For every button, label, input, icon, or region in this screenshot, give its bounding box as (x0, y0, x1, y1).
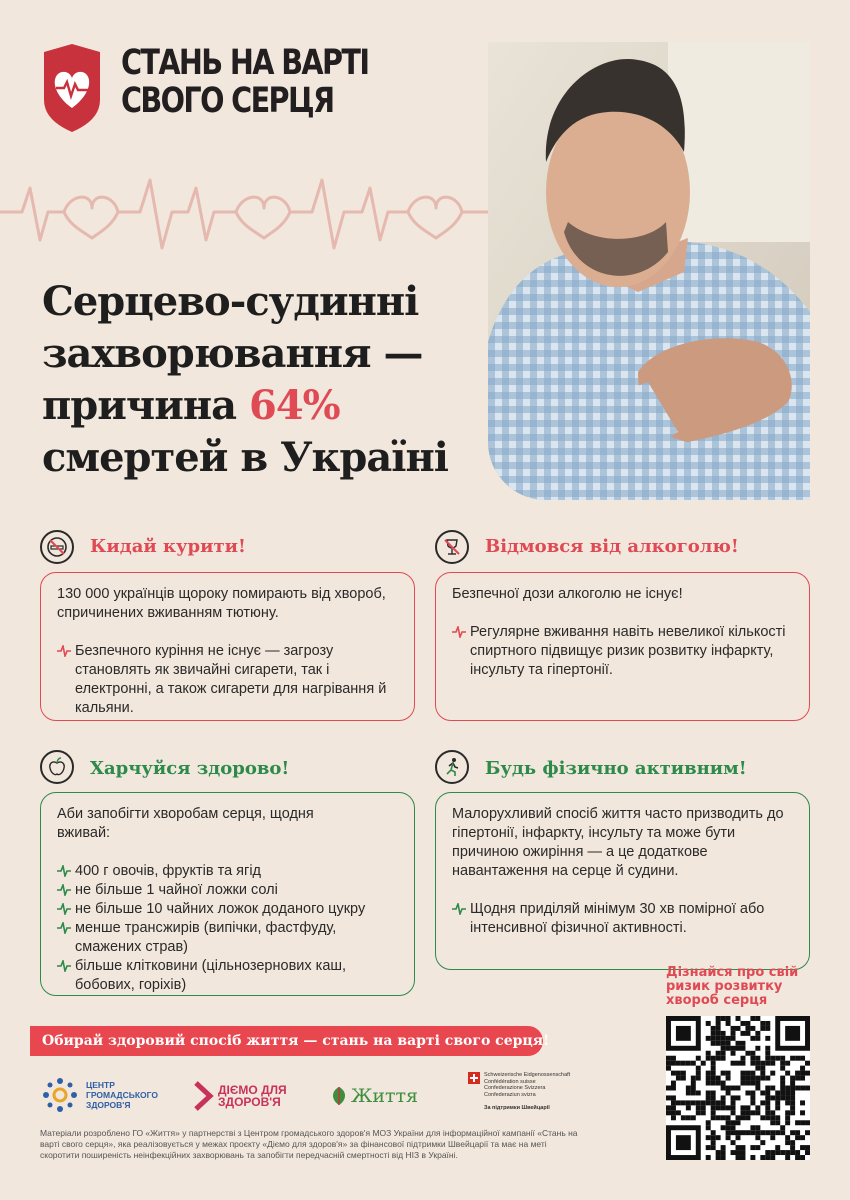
alcohol-fact: Безпечної дози алкоголю не існує! (452, 586, 683, 602)
zhyttia-logo (330, 1082, 440, 1110)
smoking-bullet-text: Безпечного куріння не існує — загрозу становлять як звичайні сигарети, так і електронні, а також сигарети для нагрівання й кальяни. (75, 643, 387, 716)
smoking-card (40, 572, 415, 721)
apple-icon (40, 750, 74, 784)
pulse-bullet-icon (57, 865, 71, 877)
food-item-text: менше трансжирів (випічки, фастфуду, смажених страв) (75, 920, 337, 955)
food-list-item (57, 862, 398, 881)
food-list-item (57, 919, 398, 957)
pulse-bullet-icon (57, 960, 71, 972)
headline-line-3-text: причина (42, 382, 249, 429)
headline-percentage: 64% (248, 382, 340, 429)
smoking-bullet (57, 642, 398, 718)
main-headline (42, 276, 482, 484)
act-logo-text (218, 1084, 287, 1108)
swiss-line-4: Confederaziun svizra (484, 1091, 536, 1098)
alcohol-bullet-text: Регулярне вживання навіть невеликої кількості спиртного підвищує ризик розвитку інфаркту, інсульту та гіпертонії. (470, 624, 786, 678)
logo-line-2: СВОГО СЕРЦЯ (121, 81, 334, 121)
footer-disclaimer: Матеріали розроблено ГО «Життя» у партнерстві з Центром громадського здоров'я МОЗ України для інформаційної кампанії «Стань на варті свого серця», яка реалізовується у межах проєкту «Діємо для здоров'я» за фінансової підтримки Швейцарії та має на меті скоротити поширеність неінфекційних захворювань та запобігти передчасній смертності від НІЗ в Україні. (40, 1128, 578, 1160)
swiss-support-text: За підтримки Швейцарії (484, 1105, 550, 1111)
campaign-logo-text (121, 43, 369, 121)
act-line-2: ЗДОРОВ'Я (218, 1095, 281, 1109)
activity-fact: Малорухливий спосіб життя часто призводить до гіпертонії, інфаркту, інсульту та може бути причиною ожиріння — а це додаткове навантаження на серце й судини. (452, 806, 784, 879)
phc-line-1: ЦЕНТР (86, 1080, 115, 1090)
heart-shield-logo-icon (40, 42, 104, 134)
headline-line-3 (42, 380, 482, 432)
leaf-icon (330, 1086, 348, 1106)
food-list (57, 862, 398, 995)
activity-bullet-text: Щодня приділяй мінімум 30 хв помірної або інтенсивної фізичної активності. (470, 901, 765, 936)
food-intro: Аби запобігти хворобам серця, щодня вживай: (57, 806, 314, 841)
act-for-health-logo (192, 1076, 302, 1116)
swiss-confederation-logo (468, 1072, 578, 1118)
food-list-item (57, 957, 398, 995)
pulse-bullet-icon (57, 922, 71, 934)
activity-bullet (452, 900, 793, 938)
phc-logo-text (86, 1080, 158, 1110)
zhyttia-logo-text: Життя (351, 1085, 419, 1107)
pulse-bullet-icon (57, 884, 71, 896)
pulse-bullet-icon (452, 626, 466, 638)
no-smoking-icon (40, 530, 74, 564)
phc-logo (40, 1074, 170, 1116)
headline-line-2: захворювання — (42, 330, 423, 377)
qr-code[interactable] (666, 1016, 810, 1160)
swiss-line-1: Schweizerische Eidgenossenschaft (484, 1072, 571, 1078)
food-list-item (57, 900, 398, 919)
headline-line-4: смертей в Україні (42, 434, 448, 481)
food-item-text: більше клітковини (цільнозернових каш, бобових, горіхів) (75, 958, 347, 993)
call-to-action-banner: Обирай здоровий спосіб життя — стань на варті свого серця! (30, 1026, 543, 1056)
swiss-line-3: Confederazione Svizzera (484, 1085, 546, 1091)
phc-line-3: ЗДОРОВ'Я (86, 1100, 131, 1110)
pulse-bullet-icon (57, 645, 71, 657)
running-person-icon (435, 750, 469, 784)
chevron-emblem-icon (192, 1081, 214, 1111)
food-item-text: не більше 1 чайної ложки солі (75, 882, 278, 898)
pulse-bullet-icon (452, 903, 466, 915)
activity-section-title: Будь фізично активним! (485, 758, 747, 779)
alcohol-card (435, 572, 810, 721)
logo-line-1: СТАНЬ НА ВАРТІ (121, 43, 369, 83)
act-line-1: ДІЄМО ДЛЯ (218, 1083, 287, 1097)
alcohol-bullet (452, 623, 793, 680)
swiss-line-2: Confédération suisse (484, 1078, 536, 1085)
no-alcohol-icon (435, 530, 469, 564)
alcohol-section-title: Відмовся від алкоголю! (485, 536, 739, 557)
food-section-title: Харчуйся здорово! (90, 758, 290, 779)
heartbeat-line-decoration (0, 168, 490, 254)
phc-emblem-icon (40, 1075, 80, 1115)
food-item-text: не більше 10 чайних ложок доданого цукру (75, 901, 366, 917)
smoking-section-title: Кидай курити! (90, 536, 246, 557)
swiss-flag-icon (468, 1072, 480, 1084)
food-list-item (57, 881, 398, 900)
qr-call-to-action: Дізнайся про свій ризик розвитку хвороб серця (666, 965, 799, 1008)
swiss-logo-text (484, 1072, 570, 1098)
food-card (40, 792, 415, 996)
headline-line-1: Серцево-судинні (42, 278, 419, 325)
phc-line-2: ГРОМАДСЬКОГО (86, 1090, 158, 1100)
smoking-fact: 130 000 українців щороку помирають від хвороб, спричинених вживанням тютюну. (57, 586, 386, 621)
man-holding-chest-photo (488, 42, 810, 500)
pulse-bullet-icon (57, 903, 71, 915)
food-item-text: 400 г овочів, фруктів та ягід (75, 863, 262, 879)
activity-card (435, 792, 810, 970)
